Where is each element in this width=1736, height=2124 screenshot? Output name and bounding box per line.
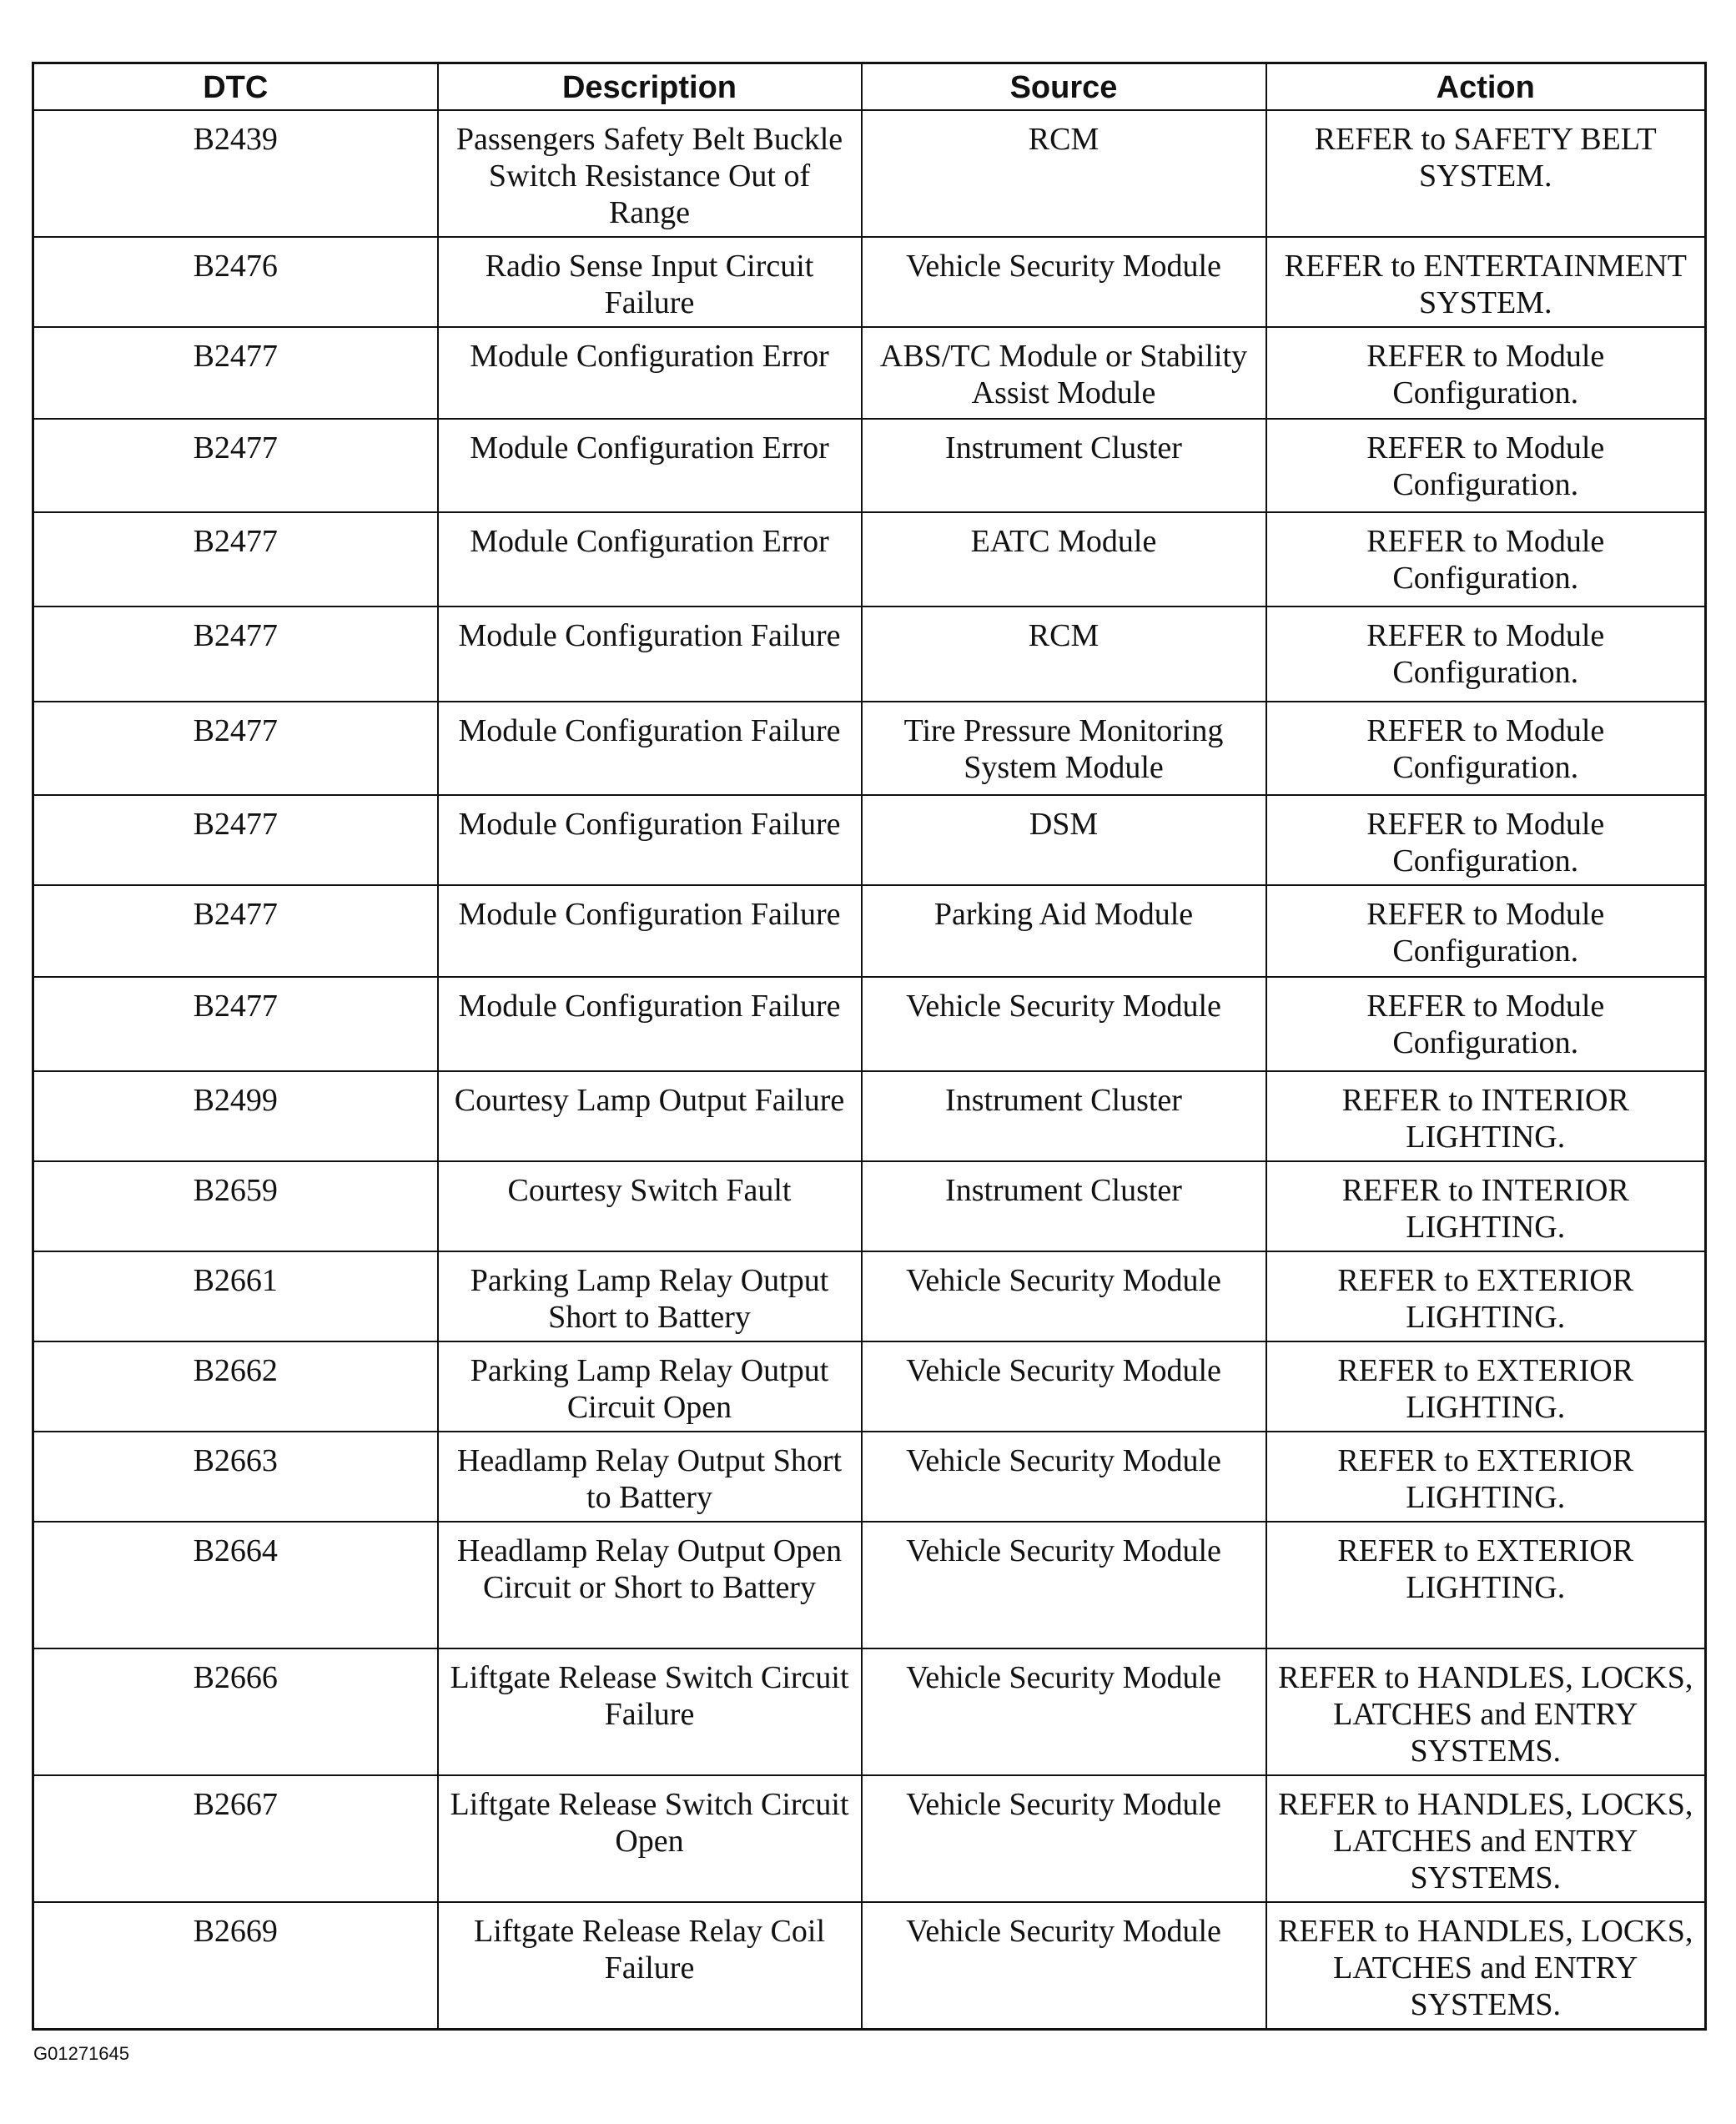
action-cell: REFER to Module Configuration. xyxy=(1266,795,1706,885)
dtc-code-cell: B2477 xyxy=(33,327,438,419)
table-row xyxy=(33,1432,1706,1522)
source-cell: Vehicle Security Module xyxy=(862,1432,1266,1522)
dtc-code-cell: B2667 xyxy=(33,1775,438,1902)
table-row xyxy=(33,327,1706,419)
action-cell: REFER to INTERIOR LIGHTING. xyxy=(1266,1071,1706,1161)
table-row xyxy=(33,795,1706,885)
dtc-table-container xyxy=(32,62,1704,2031)
table-row xyxy=(33,1341,1706,1432)
action-cell: REFER to Module Configuration. xyxy=(1266,977,1706,1071)
dtc-code-cell: B2477 xyxy=(33,795,438,885)
description-cell: Radio Sense Input Circuit Failure xyxy=(438,237,862,327)
description-cell: Module Configuration Failure xyxy=(438,885,862,977)
action-cell: REFER to Module Configuration. xyxy=(1266,702,1706,795)
action-cell: REFER to EXTERIOR LIGHTING. xyxy=(1266,1251,1706,1341)
dtc-code-cell: B2662 xyxy=(33,1341,438,1432)
action-cell: REFER to EXTERIOR LIGHTING. xyxy=(1266,1341,1706,1432)
action-cell: REFER to HANDLES, LOCKS, LATCHES and ENTRY SYSTEMS. xyxy=(1266,1648,1706,1775)
description-cell: Liftgate Release Switch Circuit Open xyxy=(438,1775,862,1902)
table-row xyxy=(33,237,1706,327)
source-cell: Vehicle Security Module xyxy=(862,1902,1266,2030)
description-cell: Module Configuration Failure xyxy=(438,702,862,795)
source-cell: Parking Aid Module xyxy=(862,885,1266,977)
description-cell: Parking Lamp Relay Output Short to Battery xyxy=(438,1251,862,1341)
source-cell: ABS/TC Module or Stability Assist Module xyxy=(862,327,1266,419)
table-row xyxy=(33,1522,1706,1648)
description-cell: Module Configuration Failure xyxy=(438,977,862,1071)
header-description: Description xyxy=(438,63,862,111)
source-cell: EATC Module xyxy=(862,512,1266,606)
dtc-code-cell: B2477 xyxy=(33,512,438,606)
source-cell: Vehicle Security Module xyxy=(862,1522,1266,1648)
dtc-code-cell: B2663 xyxy=(33,1432,438,1522)
table-header-row xyxy=(33,63,1706,111)
source-cell: Instrument Cluster xyxy=(862,1161,1266,1251)
action-cell: REFER to ENTERTAINMENT SYSTEM. xyxy=(1266,237,1706,327)
description-cell: Passengers Safety Belt Buckle Switch Resistance Out of Range xyxy=(438,110,862,237)
action-cell: REFER to Module Configuration. xyxy=(1266,419,1706,512)
action-cell: REFER to EXTERIOR LIGHTING. xyxy=(1266,1432,1706,1522)
description-cell: Module Configuration Failure xyxy=(438,606,862,702)
description-cell: Headlamp Relay Output Short to Battery xyxy=(438,1432,862,1522)
dtc-code-cell: B2666 xyxy=(33,1648,438,1775)
dtc-code-cell: B2669 xyxy=(33,1902,438,2030)
dtc-code-cell: B2661 xyxy=(33,1251,438,1341)
description-cell: Liftgate Release Switch Circuit Failure xyxy=(438,1648,862,1775)
action-cell: REFER to Module Configuration. xyxy=(1266,327,1706,419)
header-dtc: DTC xyxy=(33,63,438,111)
description-cell: Module Configuration Failure xyxy=(438,795,862,885)
dtc-code-cell: B2477 xyxy=(33,419,438,512)
dtc-code-cell: B2477 xyxy=(33,606,438,702)
action-cell: REFER to SAFETY BELT SYSTEM. xyxy=(1266,110,1706,237)
table-row xyxy=(33,1775,1706,1902)
table-row xyxy=(33,110,1706,237)
description-cell: Module Configuration Error xyxy=(438,419,862,512)
source-cell: Vehicle Security Module xyxy=(862,237,1266,327)
source-cell: Instrument Cluster xyxy=(862,1071,1266,1161)
dtc-code-cell: B2477 xyxy=(33,885,438,977)
table-body xyxy=(33,110,1706,2030)
table-row xyxy=(33,606,1706,702)
description-cell: Module Configuration Error xyxy=(438,512,862,606)
table-row xyxy=(33,512,1706,606)
dtc-code-cell: B2477 xyxy=(33,702,438,795)
description-cell: Liftgate Release Relay Coil Failure xyxy=(438,1902,862,2030)
dtc-code-cell: B2499 xyxy=(33,1071,438,1161)
action-cell: REFER to INTERIOR LIGHTING. xyxy=(1266,1161,1706,1251)
header-source: Source xyxy=(862,63,1266,111)
table-row xyxy=(33,977,1706,1071)
description-cell: Courtesy Switch Fault xyxy=(438,1161,862,1251)
dtc-code-cell: B2664 xyxy=(33,1522,438,1648)
source-cell: DSM xyxy=(862,795,1266,885)
source-cell: Vehicle Security Module xyxy=(862,1251,1266,1341)
table-row xyxy=(33,419,1706,512)
dtc-code-cell: B2476 xyxy=(33,237,438,327)
action-cell: REFER to Module Configuration. xyxy=(1266,885,1706,977)
description-cell: Courtesy Lamp Output Failure xyxy=(438,1071,862,1161)
action-cell: REFER to HANDLES, LOCKS, LATCHES and ENTRY SYSTEMS. xyxy=(1266,1902,1706,2030)
dtc-code-cell: B2659 xyxy=(33,1161,438,1251)
description-cell: Module Configuration Error xyxy=(438,327,862,419)
action-cell: REFER to Module Configuration. xyxy=(1266,512,1706,606)
source-cell: Vehicle Security Module xyxy=(862,1648,1266,1775)
figure-id: G01271645 xyxy=(33,2043,129,2064)
source-cell: Vehicle Security Module xyxy=(862,1775,1266,1902)
table-row xyxy=(33,885,1706,977)
source-cell: Instrument Cluster xyxy=(862,419,1266,512)
table-row xyxy=(33,1251,1706,1341)
dtc-code-cell: B2477 xyxy=(33,977,438,1071)
description-cell: Parking Lamp Relay Output Circuit Open xyxy=(438,1341,862,1432)
table-row xyxy=(33,702,1706,795)
table-row xyxy=(33,1902,1706,2030)
table-row xyxy=(33,1161,1706,1251)
table-row xyxy=(33,1071,1706,1161)
action-cell: REFER to Module Configuration. xyxy=(1266,606,1706,702)
source-cell: Vehicle Security Module xyxy=(862,977,1266,1071)
source-cell: Tire Pressure Monitoring System Module xyxy=(862,702,1266,795)
table-row xyxy=(33,1648,1706,1775)
description-cell: Headlamp Relay Output Open Circuit or Short to Battery xyxy=(438,1522,862,1648)
dtc-table xyxy=(32,62,1707,2031)
action-cell: REFER to HANDLES, LOCKS, LATCHES and ENTRY SYSTEMS. xyxy=(1266,1775,1706,1902)
source-cell: Vehicle Security Module xyxy=(862,1341,1266,1432)
source-cell: RCM xyxy=(862,110,1266,237)
source-cell: RCM xyxy=(862,606,1266,702)
action-cell: REFER to EXTERIOR LIGHTING. xyxy=(1266,1522,1706,1648)
header-action: Action xyxy=(1266,63,1706,111)
dtc-code-cell: B2439 xyxy=(33,110,438,237)
